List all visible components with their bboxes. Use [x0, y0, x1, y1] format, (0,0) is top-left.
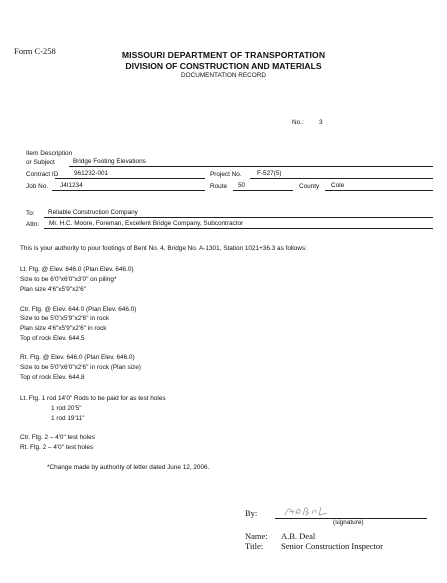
subject-label: or Subject — [26, 159, 55, 166]
rt-footing-line: Top of rock Elev. 644.8 — [20, 374, 85, 381]
lt-footing-line: Lt. Ftg. @ Elev. 646.0 (Plan Elev. 646.0) — [20, 266, 134, 273]
job-label: Job No. — [26, 183, 49, 190]
item-description-label: Item Description — [26, 150, 73, 157]
to-value: Reliable Construction Company — [48, 209, 138, 216]
contract-label: Contract ID — [26, 171, 59, 178]
project-label: Project No. — [210, 171, 242, 178]
ctr-footing-line: Ctr. Ftg. @ Elev. 644.0 (Plan Elev. 646.0) — [20, 306, 137, 313]
authority-intro: This is your authority to pour footings of Bent No. 4, Bridge No. A-1301, Station 1021+36.3 as follows: — [20, 245, 307, 252]
test-holes-intro: Lt. Ftg. 1 rod 14'0" Rods to be paid for as test holes — [20, 395, 166, 402]
rod-line: 1 rod 19'11" — [51, 415, 85, 422]
county-underline — [325, 190, 433, 191]
name-label: Name: — [245, 531, 268, 541]
by-label: By: — [245, 508, 258, 518]
lt-footing-line: Size to be 6'0"x6'0"x3'0" on piling* — [20, 276, 117, 283]
ctr-footing-line: Plan size 4'6"x5'9"x2'6" in rock — [20, 325, 107, 332]
job-value: J4I1234 — [60, 182, 83, 189]
lt-footing-line: Plan size 4'6"x5'9"x2'6" — [20, 286, 86, 293]
signature-caption: (signature) — [333, 519, 364, 526]
ctr-footing-line: Size to be 5'0"x5'9"x2'6" in rock — [20, 315, 109, 322]
rt-test-holes: Rt. Ftg. 2 – 4'0" test holes — [20, 444, 94, 451]
change-note: *Change made by authority of letter dated June 12, 2006. — [47, 464, 210, 471]
attn-label: Attn: — [26, 221, 40, 228]
to-underline — [44, 217, 433, 218]
name-value: A.B. Deal — [281, 531, 316, 541]
rod-line: 1 rod 20'5" — [51, 405, 82, 412]
signature-mark — [284, 504, 328, 522]
title-label: Title: — [245, 541, 264, 551]
contract-value: 961232-001 — [74, 170, 109, 177]
title-value: Senior Construction Inspector — [281, 541, 383, 551]
record-type: DOCUMENTATION RECORD — [181, 72, 266, 79]
county-label: County — [299, 183, 320, 190]
route-label: Route — [210, 183, 228, 190]
contract-underline — [55, 178, 205, 179]
agency-title: MISSOURI DEPARTMENT OF TRANSPORTATION — [121, 50, 326, 60]
record-no-label: No.: — [292, 119, 304, 126]
to-label: To: — [26, 210, 35, 217]
project-underline — [250, 178, 433, 179]
ctr-footing-line: Top of rock Elev. 644.5 — [20, 335, 85, 342]
subject-underline — [69, 166, 433, 167]
form-number: Form C-258 — [14, 46, 56, 56]
job-underline — [52, 190, 205, 191]
project-value: F-527(5) — [257, 170, 282, 177]
route-underline — [233, 190, 293, 191]
subject-value: Bridge Footing Elevations — [73, 158, 146, 165]
division-title: DIVISION OF CONSTRUCTION AND MATERIALS — [125, 61, 322, 71]
attn-underline — [44, 228, 433, 229]
ctr-test-holes: Ctr. Ftg. 2 – 4'0" test holes — [20, 434, 95, 441]
attn-value: Mr. H.C. Moore, Foreman, Excellent Bridge Company, Subcontractor — [49, 220, 244, 227]
rt-footing-line: Size to be 5'0"x6'0"x2'6" in rock (Plan size) — [20, 364, 141, 371]
rt-footing-line: Rt. Ftg. @ Elev. 646.0 (Plan Elev. 646.0) — [20, 354, 135, 361]
route-value: 50 — [238, 182, 246, 189]
county-value: Cole — [331, 182, 345, 189]
record-no-value: 3 — [319, 119, 323, 126]
